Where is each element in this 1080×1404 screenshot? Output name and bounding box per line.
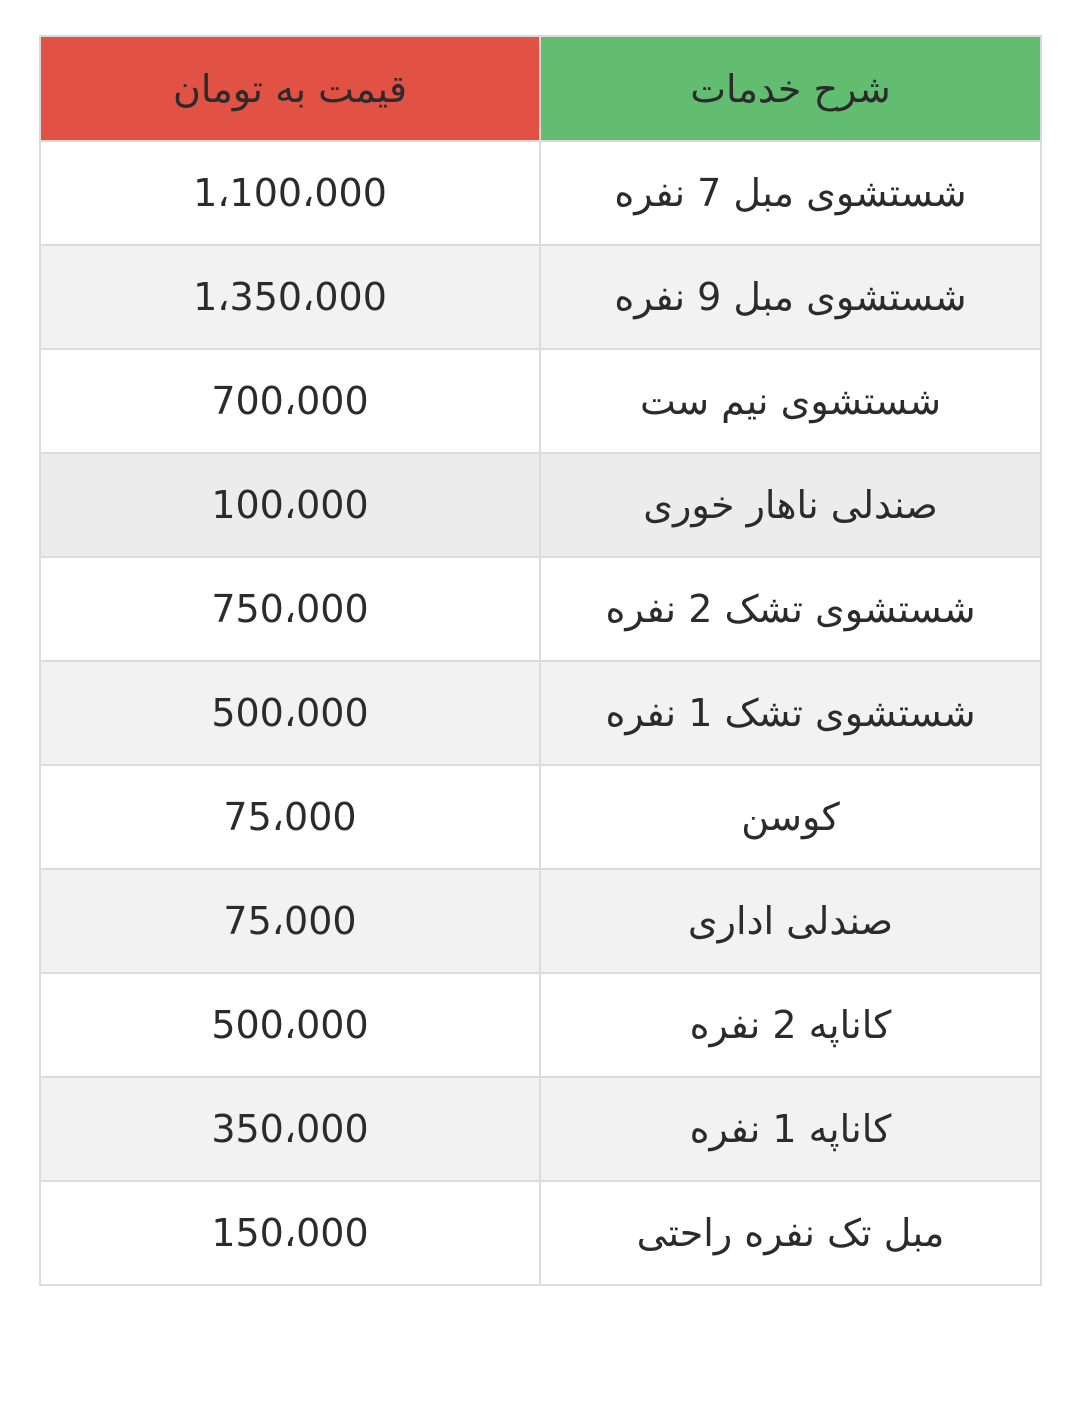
service-price: 75،000 [40, 869, 540, 973]
service-price: 750،000 [40, 557, 540, 661]
table-row [40, 453, 1041, 557]
table-row [40, 869, 1041, 973]
price-header: قیمت به تومان [40, 36, 540, 141]
service-price: 75،000 [40, 765, 540, 869]
service-price: 150،000 [40, 1181, 540, 1285]
service-description: شستشوی تشک 2 نفره [540, 557, 1041, 661]
table-row [40, 557, 1041, 661]
service-description: کاناپه 2 نفره [540, 973, 1041, 1077]
table-row [40, 765, 1041, 869]
table-row [40, 141, 1041, 245]
table-row [40, 1181, 1041, 1285]
service-price: 500،000 [40, 661, 540, 765]
table-row [40, 973, 1041, 1077]
table-row [40, 349, 1041, 453]
service-price: 1،350،000 [40, 245, 540, 349]
service-price: 350،000 [40, 1077, 540, 1181]
table-row [40, 661, 1041, 765]
service-description: کوسن [540, 765, 1041, 869]
service-description: مبل تک نفره راحتی [540, 1181, 1041, 1285]
service-description: شستشوی مبل 9 نفره [540, 245, 1041, 349]
description-header: شرح خدمات [540, 36, 1041, 141]
table-row [40, 1077, 1041, 1181]
service-price: 700،000 [40, 349, 540, 453]
header-row [40, 36, 1041, 141]
service-description: کاناپه 1 نفره [540, 1077, 1041, 1181]
service-description: شستشوی تشک 1 نفره [540, 661, 1041, 765]
service-description: صندلی ناهار خوری [540, 453, 1041, 557]
service-description: شستشوی نیم ست [540, 349, 1041, 453]
service-price: 500،000 [40, 973, 540, 1077]
price-table [39, 35, 1042, 1286]
service-price: 1،100،000 [40, 141, 540, 245]
table-row [40, 245, 1041, 349]
service-description: شستشوی مبل 7 نفره [540, 141, 1041, 245]
service-price: 100،000 [40, 453, 540, 557]
service-description: صندلی اداری [540, 869, 1041, 973]
